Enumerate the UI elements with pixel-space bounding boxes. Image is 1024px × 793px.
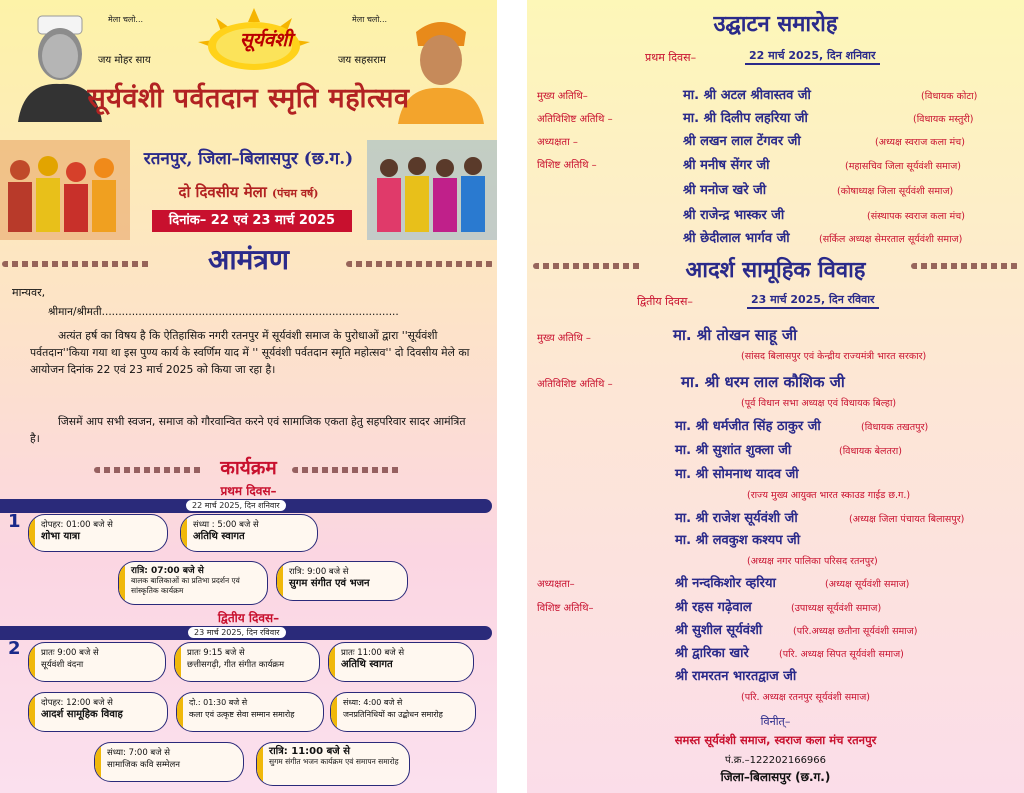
- day2-heading: द्वितीय दिवस–: [217, 611, 280, 625]
- m-guest10-name: श्री सुशील सूर्यवंशी: [675, 623, 763, 638]
- role2-special-chief-guest: अतिविशिष्ट अतिथि –: [537, 379, 613, 390]
- role-special-guest: विशिष्ट अतिथि –: [537, 160, 597, 171]
- day2-event-1: [28, 642, 166, 682]
- mela-chalo-right: मेला चलो...: [352, 15, 388, 24]
- location-text: रतनपुर, जिला–बिलासपुर (छ.ग.): [143, 149, 354, 169]
- role2-president: अध्यक्षता–: [537, 579, 575, 590]
- guest3-name: श्री लखन लाल टेंगवर जी: [683, 134, 801, 149]
- event-desc: अतिथि स्वागत: [341, 659, 393, 670]
- event-time: प्रातः 9:15 बजे से: [187, 648, 245, 658]
- event-time: संध्या: 7:00 बजे से: [107, 748, 171, 758]
- guest5-name: श्री मनोज खरे जी: [683, 183, 767, 198]
- salutation: मान्यवर,: [12, 286, 46, 299]
- m-guest6-name: मा. श्री राजेश सूर्यवंशी जी: [675, 511, 798, 526]
- guest2-name: मा. श्री दिलीप लहरिया जी: [683, 111, 808, 126]
- event-time: संध्या : 5:00 बजे से: [193, 520, 259, 530]
- event-desc: सामाजिक कवि सम्मेलन: [107, 760, 180, 770]
- event-desc: सुगम संगीत भजन कार्यक्रम एवं समापन समारोह: [269, 757, 399, 766]
- m-guest9-desig: (उपाध्यक्ष सूर्यवंशी समाज): [791, 603, 882, 614]
- invitation-heading: आमंत्रण: [207, 243, 290, 276]
- guest1-name: मा. श्री अटल श्रीवास्तव जी: [683, 88, 811, 103]
- m-guest2-name: मा. श्री धरम लाल कौशिक जी: [681, 373, 845, 391]
- day2-event-3: [328, 642, 474, 682]
- day2-event-8: [256, 742, 410, 786]
- name-left: जय मोहर साय: [98, 55, 151, 66]
- event-time: दोपहर: 12:00 बजे से: [41, 698, 113, 708]
- event-desc: सूर्यवंशी वंदना: [41, 660, 84, 670]
- marriage-heading: आदर्श सामूहिक विवाह: [685, 257, 866, 283]
- event-desc: आदर्श सामूहिक विवाह: [41, 709, 123, 720]
- event-desc: सुगम संगीत एवं भजन: [289, 578, 370, 589]
- day2-event-5: [176, 692, 324, 732]
- event-desc: अतिथि स्वागत: [193, 531, 245, 542]
- m-guest4-desig: (विधायक बेलतरा): [839, 446, 902, 457]
- day1-label: प्रथम दिवस–: [645, 51, 697, 64]
- guest5-desig: (कोषाध्यक्ष जिला सूर्यवंशी समाज): [837, 186, 954, 197]
- day2-event-6: [330, 692, 476, 732]
- guest7-desig: (सर्किल अध्यक्ष सेमरताल सूर्यवंशी समाज): [819, 234, 963, 245]
- invitation-guest-panel: [527, 0, 1024, 793]
- m-guest8-desig: (अध्यक्ष सूर्यवंशी समाज): [825, 579, 910, 590]
- m-guest11-desig: (परि. अध्यक्ष सिपत सूर्यवंशी समाज): [779, 649, 904, 660]
- m-guest5-name: मा. श्री सोमनाथ यादव जी: [675, 467, 799, 482]
- two-day-mela: [0, 182, 497, 202]
- m-guest12-desig: (परि. अध्यक्ष रतनपुर सूर्यवंशी समाज): [741, 692, 871, 703]
- inauguration-heading: उद्घाटन समारोह: [713, 11, 838, 37]
- m-guest6-desig: (अध्यक्ष जिला पंचायत बिलासपुर): [849, 514, 965, 525]
- day2-event-4: [28, 692, 168, 732]
- event-time: संध्या: 4:00 बजे से: [343, 698, 403, 707]
- day2-label: द्वितीय दिवस–: [637, 295, 693, 308]
- brand-logo-text: सूर्यवंशी: [239, 29, 293, 51]
- day2-date: 23 मार्च 2025, दिन रविवार: [188, 627, 286, 638]
- event-desc: बालक बालिकाओं का प्रतिभा प्रदर्शन एवं सांस्कृतिक कार्यक्रम: [131, 576, 240, 595]
- role-special-chief-guest: अतिविशिष्ट अतिथि –: [537, 114, 613, 125]
- event-desc: शोभा यात्रा: [41, 531, 80, 542]
- event-time: रात्रि: 9:00 बजे से: [289, 567, 349, 577]
- m-guest9-name: श्री रहस गढ़ेवाल: [675, 600, 752, 615]
- event-desc: कला एवं उत्कृष्ट सेवा सम्मान समारोह: [189, 710, 295, 719]
- event-time: प्रातः 9:00 बजे से: [41, 648, 99, 658]
- guest6-name: श्री राजेन्द्र भास्कर जी: [683, 208, 785, 223]
- role-chief-guest: मुख्य अतिथि–: [537, 91, 588, 102]
- m-guest7-desig: (अध्यक्ष नगर पालिका परिसद रतनपुर): [747, 556, 878, 567]
- mela-year: (पंचम वर्ष): [271, 187, 319, 200]
- guest7-name: श्री छेदीलाल भार्गव जी: [683, 231, 790, 246]
- event-desc: जनप्रतिनिधियों का उद्बोधन समारोह: [343, 710, 443, 719]
- m-guest5-desig: (राज्य मुख्य आयुक्त भारत स्काउड गाईड छ.ग.): [747, 490, 911, 501]
- event-time: रात्रि: 07:00 बजे से: [131, 566, 204, 576]
- vinit-text: विनीत्–: [760, 715, 791, 728]
- m-guest4-name: मा. श्री सुशांत शुक्ला जी: [675, 443, 792, 458]
- guest3-desig: (अध्यक्ष स्वराज कला मंच): [875, 137, 965, 148]
- invitation-front-panel: [0, 0, 497, 793]
- event-date-banner: दिनांक– 22 एवं 23 मार्च 2025: [152, 210, 352, 232]
- m-guest11-name: श्री द्वारिका खारे: [675, 646, 749, 661]
- invitation-paragraph-1: अत्यंत हर्ष का विषय है कि ऐतिहासिक नगरी रतनपुर में सूर्यवंशी समाज के पुरोधाओं द्वारा ''सूर्यवंशी पर्वतदान''किया गया था इस पुण्य कार्य के स्वर्णिम याद में '' सूर्यवंशी पर्वतदान स्मृति महोत्सव'' दो दिवसीय मेले का आयोजन दिनांक 22 एवं 23 मार्च 2025 को किया जा रहा है।: [30, 329, 470, 376]
- name-right: जय सहसराम: [338, 55, 386, 66]
- day2-event-7: [94, 742, 244, 782]
- invitation-paragraph-2: जिसमें आप सभी स्वजन, समाज को गौरवान्वित करने एवं सामाजिक एकता हेतु सहपरिवार सादर आमंत्रित है।: [30, 415, 466, 445]
- m-guest2-desig: (पूर्व विधान सभा अध्यक्ष एवं विधायक बिल्हा): [741, 398, 897, 409]
- guest4-name: श्री मनीष सेंगर जी: [683, 158, 770, 173]
- day1-date: 22 मार्च 2025, दिन शनिवार: [745, 48, 880, 65]
- day1-event-2: [180, 514, 318, 552]
- role2-chief-guest: मुख्य अतिथि –: [537, 333, 591, 344]
- program-heading: कार्यक्रम: [220, 457, 277, 479]
- m-guest8-name: श्री नन्दकिशोर व्हरिया: [675, 576, 776, 591]
- day1-event-3: [118, 561, 268, 605]
- festival-title: सूर्यवंशी पर्वतदान स्मृति महोत्सव: [87, 83, 410, 114]
- day1-event-1: [28, 514, 168, 552]
- addressee-line: श्रीमान/श्रीमती.........................................................................................: [48, 306, 399, 318]
- m-guest3-name: मा. श्री धर्मजीत सिंह ठाकुर जी: [675, 419, 821, 434]
- m-guest12-name: श्री रामरतन भारतद्वाज जी: [675, 669, 797, 684]
- m-guest1-name: मा. श्री तोखन साहू जी: [673, 326, 797, 344]
- registration-number: पं.क्र.–122202166966: [724, 755, 827, 766]
- m-guest3-desig: (विधायक तखतपुर): [861, 422, 929, 433]
- day2-date: 23 मार्च 2025, दिन रविवार: [747, 292, 879, 309]
- guest1-desig: (विधायक कोटा): [921, 91, 978, 102]
- event-time: रात्रि: 11:00 बजे से: [269, 746, 350, 757]
- day1-event-4: [276, 561, 408, 601]
- event-time: दो.: 01:30 बजे से: [189, 698, 248, 707]
- event-time: दोपहर: 01:00 बजे से: [41, 520, 113, 530]
- mela-text: दो दिवसीय मेला: [178, 183, 267, 201]
- event-desc: छत्तीसगढ़ी, गीत संगीत कार्यक्रम: [187, 660, 285, 670]
- day1-heading: प्रथम दिवस–: [220, 484, 277, 498]
- day1-number: 1: [8, 511, 21, 532]
- day2-event-2: [174, 642, 320, 682]
- day2-number: 2: [8, 638, 21, 659]
- m-guest7-name: मा. श्री लवकुश कश्यप जी: [675, 533, 801, 548]
- guest4-desig: (महासचिव जिला सूर्यवंशी समाज): [845, 161, 962, 172]
- m-guest1-desig: (सांसद बिलासपुर एवं केन्द्रीय राज्यमंत्री भारत सरकार): [741, 351, 927, 362]
- event-time: प्रातः 11:00 बजे से: [341, 648, 405, 658]
- role2-special-guest: विशिष्ट अतिथि–: [537, 603, 594, 614]
- guest2-desig: (विधायक मस्तुरी): [913, 114, 974, 125]
- role-president: अध्यक्षता –: [537, 137, 578, 148]
- guest6-desig: (संस्थापक स्वराज कला मंच): [867, 211, 965, 222]
- day1-date: 22 मार्च 2025, दिन शनिवार: [186, 500, 286, 511]
- organizer-text: समस्त सूर्यवंशी समाज, स्वराज कला मंच रतनपुर: [674, 733, 877, 747]
- district-text: जिला–बिलासपुर (छ.ग.): [720, 770, 831, 784]
- mela-chalo-left: मेला चलो...: [108, 15, 144, 24]
- m-guest10-desig: (परि.अध्यक्ष छतौना सूर्यवंशी समाज): [793, 626, 918, 637]
